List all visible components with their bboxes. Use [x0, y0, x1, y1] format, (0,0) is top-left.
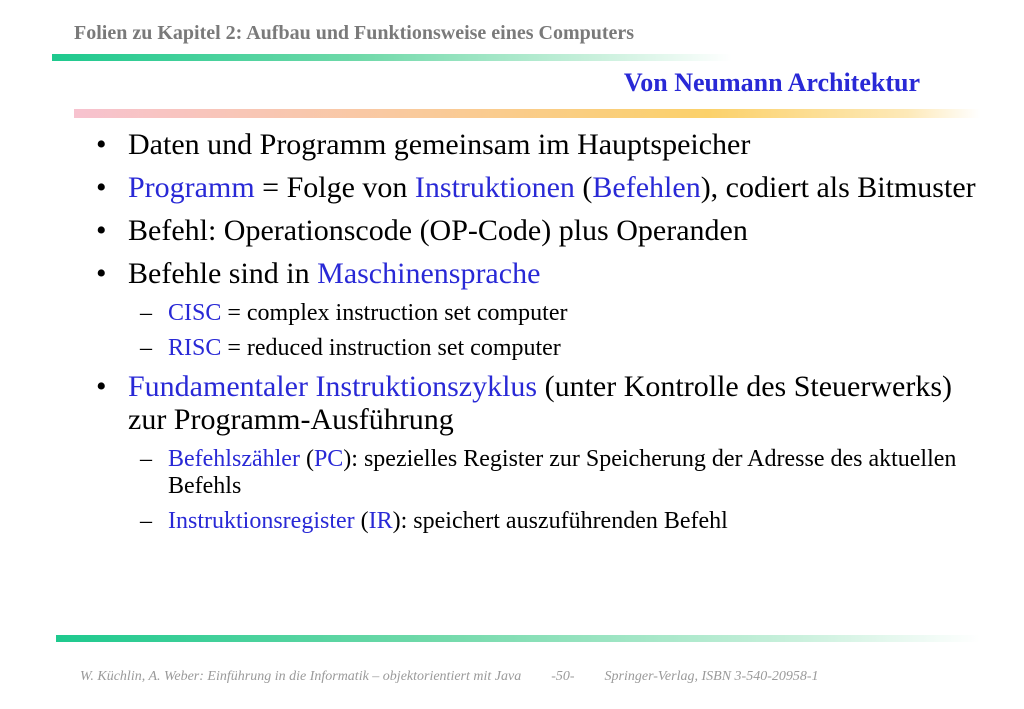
sub-bullet-text: = reduced instruction set computer	[221, 335, 561, 361]
bullet-marker: •	[96, 214, 107, 247]
term-befehlszaehler: Befehlszähler	[168, 446, 300, 472]
term-risc: RISC	[168, 335, 222, 361]
header-divider-bar	[52, 54, 732, 61]
bullet-text: (unter Kontrolle des Steuerwerks) zur Programm-Ausführung	[128, 370, 952, 436]
bullet-text: Daten und Programm gemeinsam im Hauptspeicher	[128, 128, 751, 161]
sub-bullet-marker: –	[140, 300, 152, 326]
bullet-text: ), codiert als Bitmuster	[700, 171, 976, 204]
sub-bullet-item	[90, 335, 980, 362]
term-instruktionsregister: Instruktionsregister	[168, 508, 355, 534]
bullet-text: Befehl: Operationscode (OP-Code) plus Operanden	[128, 214, 748, 247]
bullet-item	[90, 171, 980, 204]
chapter-header-title: Folien zu Kapitel 2: Aufbau und Funktionsweise eines Computers	[74, 22, 635, 44]
sub-bullet-item	[90, 300, 980, 327]
term-pc: PC	[313, 446, 344, 472]
term-instruktionszyklus: Fundamentaler Instruktionszyklus	[128, 370, 538, 403]
sub-bullet-marker: –	[140, 335, 152, 361]
term-programm: Programm	[128, 171, 255, 204]
sub-bullet-item	[90, 446, 980, 500]
sub-bullet-item	[90, 508, 980, 535]
bullet-marker: •	[96, 128, 107, 161]
bullet-marker: •	[96, 171, 107, 204]
bullet-marker: •	[96, 257, 107, 290]
title-divider-bar	[74, 109, 980, 118]
slide-footer	[80, 669, 819, 685]
sub-bullet-text: (	[354, 508, 369, 534]
sub-bullet-marker: –	[140, 446, 152, 472]
footer-authors: W. Küchlin, A. Weber: Einführung in die Informatik – objektorientiert mit Java	[80, 669, 522, 684]
bullet-item	[90, 370, 980, 436]
bullet-text: (	[574, 171, 593, 204]
bullet-text: = Folge von	[254, 171, 415, 204]
term-cisc: CISC	[168, 300, 222, 326]
footer-publisher: Springer-Verlag, ISBN 3-540-20958-1	[604, 669, 819, 684]
term-befehlen: Befehlen	[592, 171, 701, 204]
footer-divider-bar	[56, 635, 980, 642]
sub-bullet-text: ): speichert auszuführenden Befehl	[392, 508, 728, 534]
bullet-text: Befehle sind in	[128, 257, 318, 290]
term-ir: IR	[368, 508, 393, 534]
term-maschinensprache: Maschinensprache	[317, 257, 541, 290]
sub-bullet-text: ): spezielles Register zur Speicherung der Adresse des aktuellen Befehls	[168, 446, 957, 499]
term-instruktionen: Instruktionen	[414, 171, 575, 204]
slide-content	[90, 128, 980, 543]
bullet-marker: •	[96, 370, 107, 403]
bullet-item	[90, 128, 980, 161]
bullet-item	[90, 214, 980, 247]
bullet-item	[90, 257, 980, 290]
slide-title: Von Neumann Architektur	[623, 68, 920, 97]
sub-bullet-text: (	[299, 446, 314, 472]
sub-bullet-text: = complex instruction set computer	[221, 300, 568, 326]
sub-bullet-marker: –	[140, 508, 152, 534]
footer-page-number: -50-	[551, 669, 575, 684]
